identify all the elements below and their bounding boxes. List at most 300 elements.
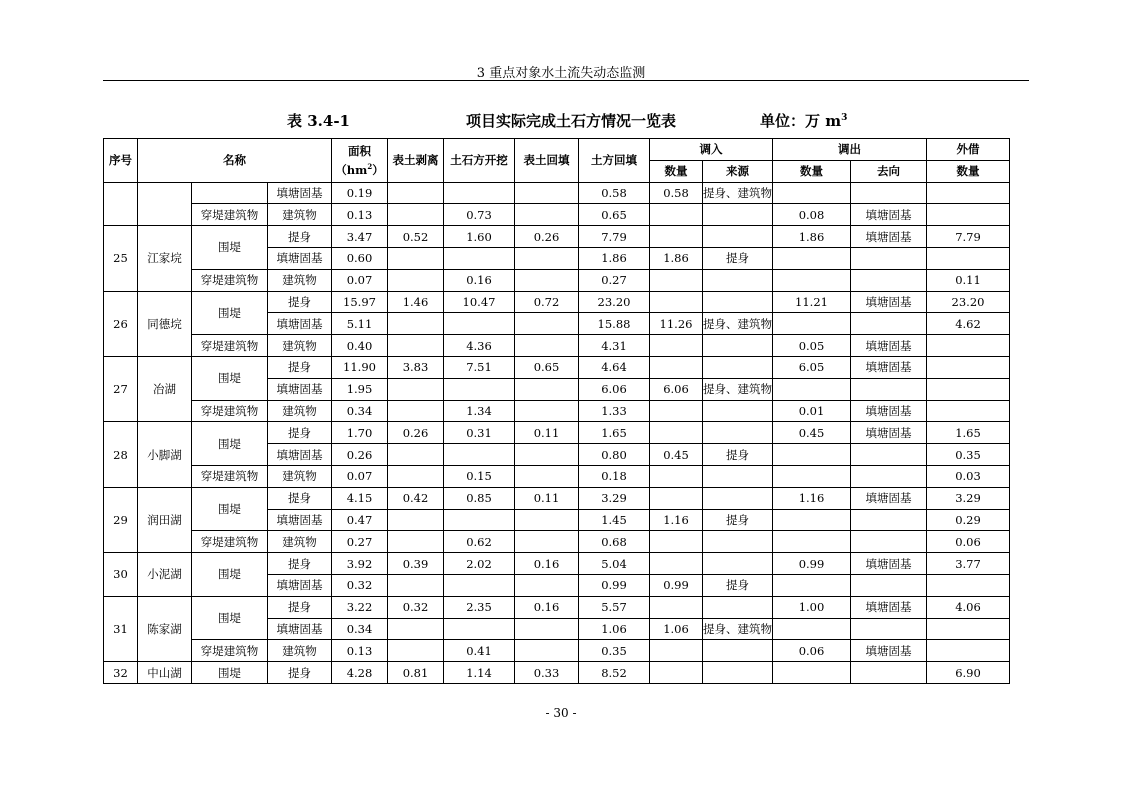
tback-cell: 0.11 (515, 422, 579, 444)
out-qty-cell (773, 531, 851, 553)
area-cell: 0.13 (332, 640, 388, 662)
part-cell: 建筑物 (268, 269, 332, 291)
name-cell: 润田湖 (138, 487, 192, 552)
header-area-label: 面积 (348, 143, 371, 158)
in-src-cell (703, 596, 773, 618)
tback-cell (515, 313, 579, 335)
in-src-cell: 提身 (703, 574, 773, 596)
area-unit-close: ） (372, 162, 384, 177)
borrow-cell: 0.03 (927, 465, 1010, 487)
area-cell: 1.95 (332, 378, 388, 400)
eback-cell: 0.80 (579, 444, 650, 466)
in-src-cell: 提身、建筑物 (703, 182, 773, 204)
area-cell: 0.19 (332, 182, 388, 204)
out-qty-cell (773, 574, 851, 596)
in-src-cell (703, 662, 773, 684)
area-cell: 0.07 (332, 465, 388, 487)
strip-cell (388, 335, 444, 357)
strip-cell (388, 531, 444, 553)
in-src-cell: 提身 (703, 509, 773, 531)
strip-cell (388, 378, 444, 400)
strip-cell (388, 182, 444, 204)
eback-cell: 4.64 (579, 356, 650, 378)
in-src-cell: 提身 (703, 247, 773, 269)
in-qty-cell (650, 291, 703, 313)
out-dest-cell: 填塘固基 (851, 291, 927, 313)
out-dest-cell: 填塘固基 (851, 553, 927, 575)
header-topsoil-backfill: 表土回填 (515, 139, 579, 183)
excav-cell: 7.51 (444, 356, 515, 378)
seq-cell: 31 (104, 596, 138, 661)
out-dest-cell (851, 574, 927, 596)
in-qty-cell: 0.58 (650, 182, 703, 204)
seq-cell: 32 (104, 662, 138, 684)
borrow-cell (927, 618, 1010, 640)
area-unit-open: （hm (335, 162, 368, 177)
sub-cell: 围堤 (192, 291, 268, 335)
part-cell: 建筑物 (268, 400, 332, 422)
out-dest-cell: 填塘固基 (851, 596, 927, 618)
excav-cell (444, 378, 515, 400)
eback-cell: 1.06 (579, 618, 650, 640)
eback-cell: 1.65 (579, 422, 650, 444)
sub-cell: 围堤 (192, 226, 268, 270)
eback-cell: 1.33 (579, 400, 650, 422)
strip-cell (388, 400, 444, 422)
excav-cell: 0.16 (444, 269, 515, 291)
excav-cell: 4.36 (444, 335, 515, 357)
in-qty-cell (650, 226, 703, 248)
excav-cell (444, 509, 515, 531)
name-cell: 陈家湖 (138, 596, 192, 661)
unit-text: 单位：万 m (760, 112, 842, 130)
excav-cell: 10.47 (444, 291, 515, 313)
running-header: 3 重点对象水土流失动态监测 (476, 66, 646, 81)
out-dest-cell: 填塘固基 (851, 400, 927, 422)
eback-cell: 6.06 (579, 378, 650, 400)
excav-cell (444, 313, 515, 335)
in-src-cell (703, 487, 773, 509)
strip-cell (388, 444, 444, 466)
in-qty-cell (650, 553, 703, 575)
out-qty-cell: 0.45 (773, 422, 851, 444)
in-qty-cell: 6.06 (650, 378, 703, 400)
area-cell: 0.32 (332, 574, 388, 596)
area-cell: 15.97 (332, 291, 388, 313)
table-title: 项目实际完成土石方情况一览表 (466, 112, 677, 130)
table-caption (0, 110, 1122, 132)
seq-cell: 30 (104, 553, 138, 597)
in-src-cell (703, 553, 773, 575)
strip-cell: 0.42 (388, 487, 444, 509)
area-cell: 5.11 (332, 313, 388, 335)
part-cell: 填塘固基 (268, 509, 332, 531)
in-qty-cell (650, 487, 703, 509)
name-cell: 冶湖 (138, 356, 192, 421)
borrow-cell: 0.35 (927, 444, 1010, 466)
sub-cell: 穿堤建筑物 (192, 400, 268, 422)
borrow-cell (927, 640, 1010, 662)
eback-cell: 0.99 (579, 574, 650, 596)
name-cell (138, 182, 192, 226)
area-cell: 0.34 (332, 400, 388, 422)
tback-cell (515, 618, 579, 640)
strip-cell (388, 204, 444, 226)
out-dest-cell: 填塘固基 (851, 356, 927, 378)
table-number: 表 3.4-1 (287, 112, 350, 130)
in-qty-cell (650, 356, 703, 378)
strip-cell: 3.83 (388, 356, 444, 378)
tback-cell: 0.72 (515, 291, 579, 313)
in-src-cell (703, 269, 773, 291)
excav-cell: 0.31 (444, 422, 515, 444)
header-transfer-in: 调入 (650, 139, 773, 161)
out-qty-cell (773, 509, 851, 531)
part-cell: 填塘固基 (268, 574, 332, 596)
out-qty-cell: 6.05 (773, 356, 851, 378)
name-cell: 小泥湖 (138, 553, 192, 597)
header-rule (103, 80, 1029, 81)
in-qty-cell (650, 422, 703, 444)
excav-cell (444, 618, 515, 640)
part-cell: 填塘固基 (268, 618, 332, 640)
borrow-cell (927, 182, 1010, 204)
seq-cell: 27 (104, 356, 138, 421)
tback-cell: 0.26 (515, 226, 579, 248)
out-dest-cell: 填塘固基 (851, 422, 927, 444)
borrow-cell (927, 378, 1010, 400)
area-cell: 3.92 (332, 553, 388, 575)
tback-cell (515, 378, 579, 400)
name-cell: 中山湖 (138, 662, 192, 684)
strip-cell: 0.52 (388, 226, 444, 248)
header-topsoil-strip: 表土剥离 (388, 139, 444, 183)
name-cell: 同德垸 (138, 291, 192, 356)
in-src-cell (703, 204, 773, 226)
sub-cell (192, 182, 268, 204)
sub-cell: 围堤 (192, 596, 268, 640)
out-qty-cell (773, 378, 851, 400)
header-transfer-out: 调出 (773, 139, 927, 161)
in-src-cell (703, 335, 773, 357)
excav-cell: 0.62 (444, 531, 515, 553)
borrow-cell (927, 574, 1010, 596)
tback-cell: 0.65 (515, 356, 579, 378)
part-cell: 建筑物 (268, 640, 332, 662)
area-cell: 1.70 (332, 422, 388, 444)
out-dest-cell (851, 465, 927, 487)
strip-cell (388, 247, 444, 269)
area-unit-sup: 2 (367, 161, 373, 171)
out-qty-cell: 1.00 (773, 596, 851, 618)
excav-cell (444, 444, 515, 466)
excav-cell: 0.85 (444, 487, 515, 509)
seq-cell: 25 (104, 226, 138, 291)
tback-cell (515, 574, 579, 596)
out-qty-cell: 1.86 (773, 226, 851, 248)
part-cell: 建筑物 (268, 335, 332, 357)
in-src-cell (703, 400, 773, 422)
area-cell: 3.47 (332, 226, 388, 248)
header-area-unit (335, 163, 383, 177)
sub-cell: 穿堤建筑物 (192, 269, 268, 291)
part-cell: 提身 (268, 487, 332, 509)
tback-cell (515, 204, 579, 226)
part-cell: 建筑物 (268, 465, 332, 487)
borrow-cell (927, 335, 1010, 357)
in-src-cell: 提身、建筑物 (703, 313, 773, 335)
tback-cell (515, 182, 579, 204)
name-cell: 江家垸 (138, 226, 192, 291)
out-qty-cell (773, 444, 851, 466)
part-cell: 提身 (268, 422, 332, 444)
strip-cell: 1.46 (388, 291, 444, 313)
out-qty-cell (773, 182, 851, 204)
tback-cell: 0.11 (515, 487, 579, 509)
in-qty-cell: 0.99 (650, 574, 703, 596)
tback-cell (515, 247, 579, 269)
strip-cell (388, 640, 444, 662)
eback-cell: 15.88 (579, 313, 650, 335)
part-cell: 提身 (268, 226, 332, 248)
in-qty-cell (650, 465, 703, 487)
borrow-cell (927, 204, 1010, 226)
tback-cell (515, 444, 579, 466)
table-unit (760, 110, 847, 131)
borrow-cell (927, 247, 1010, 269)
eback-cell: 1.86 (579, 247, 650, 269)
in-src-cell (703, 640, 773, 662)
excav-cell: 0.15 (444, 465, 515, 487)
header-in-qty: 数量 (650, 160, 703, 182)
out-dest-cell (851, 531, 927, 553)
part-cell: 填塘固基 (268, 182, 332, 204)
strip-cell (388, 618, 444, 640)
out-qty-cell (773, 465, 851, 487)
in-src-cell: 提身、建筑物 (703, 378, 773, 400)
part-cell: 填塘固基 (268, 247, 332, 269)
header-earth-backfill: 土方回填 (579, 139, 650, 183)
out-dest-cell (851, 247, 927, 269)
borrow-cell (927, 400, 1010, 422)
area-cell: 0.27 (332, 531, 388, 553)
in-qty-cell: 1.06 (650, 618, 703, 640)
strip-cell (388, 509, 444, 531)
eback-cell: 0.68 (579, 531, 650, 553)
borrow-cell: 0.06 (927, 531, 1010, 553)
in-qty-cell (650, 662, 703, 684)
tback-cell: 0.16 (515, 553, 579, 575)
out-dest-cell (851, 662, 927, 684)
tback-cell (515, 509, 579, 531)
borrow-cell: 4.06 (927, 596, 1010, 618)
strip-cell (388, 269, 444, 291)
tback-cell (515, 531, 579, 553)
in-src-cell (703, 291, 773, 313)
out-qty-cell: 0.05 (773, 335, 851, 357)
header-borrow-qty: 数量 (927, 160, 1010, 182)
name-cell: 小脚湖 (138, 422, 192, 487)
in-qty-cell (650, 204, 703, 226)
out-dest-cell: 填塘固基 (851, 204, 927, 226)
out-qty-cell (773, 662, 851, 684)
in-src-cell (703, 465, 773, 487)
in-qty-cell (650, 269, 703, 291)
excav-cell: 1.34 (444, 400, 515, 422)
earthwork-table (103, 138, 1010, 684)
sub-cell: 围堤 (192, 422, 268, 466)
sub-cell: 穿堤建筑物 (192, 640, 268, 662)
area-cell: 4.15 (332, 487, 388, 509)
excav-cell (444, 182, 515, 204)
sub-cell: 围堤 (192, 487, 268, 531)
eback-cell: 0.65 (579, 204, 650, 226)
excav-cell: 2.35 (444, 596, 515, 618)
out-dest-cell: 填塘固基 (851, 335, 927, 357)
eback-cell: 4.31 (579, 335, 650, 357)
area-cell: 0.60 (332, 247, 388, 269)
eback-cell: 23.20 (579, 291, 650, 313)
out-dest-cell (851, 313, 927, 335)
in-qty-cell: 1.86 (650, 247, 703, 269)
eback-cell: 1.45 (579, 509, 650, 531)
out-qty-cell (773, 313, 851, 335)
area-cell: 11.90 (332, 356, 388, 378)
seq-cell: 29 (104, 487, 138, 552)
eback-cell: 7.79 (579, 226, 650, 248)
borrow-cell: 3.29 (927, 487, 1010, 509)
header-seq: 序号 (104, 139, 138, 183)
part-cell: 提身 (268, 291, 332, 313)
in-qty-cell (650, 335, 703, 357)
sub-cell: 围堤 (192, 662, 268, 684)
out-dest-cell: 填塘固基 (851, 226, 927, 248)
seq-cell (104, 182, 138, 226)
strip-cell: 0.26 (388, 422, 444, 444)
part-cell: 建筑物 (268, 531, 332, 553)
out-qty-cell: 0.06 (773, 640, 851, 662)
part-cell: 提身 (268, 662, 332, 684)
sub-cell: 围堤 (192, 356, 268, 400)
excav-cell: 1.14 (444, 662, 515, 684)
excav-cell (444, 247, 515, 269)
in-src-cell (703, 531, 773, 553)
out-dest-cell (851, 509, 927, 531)
strip-cell: 0.39 (388, 553, 444, 575)
part-cell: 填塘固基 (268, 378, 332, 400)
out-dest-cell (851, 269, 927, 291)
eback-cell: 5.57 (579, 596, 650, 618)
out-qty-cell (773, 247, 851, 269)
header-out-qty: 数量 (773, 160, 851, 182)
in-src-cell (703, 226, 773, 248)
part-cell: 填塘固基 (268, 444, 332, 466)
borrow-cell: 23.20 (927, 291, 1010, 313)
out-qty-cell: 11.21 (773, 291, 851, 313)
strip-cell: 0.32 (388, 596, 444, 618)
eback-cell: 0.35 (579, 640, 650, 662)
out-qty-cell (773, 269, 851, 291)
sub-cell: 穿堤建筑物 (192, 335, 268, 357)
out-qty-cell: 0.99 (773, 553, 851, 575)
out-qty-cell: 0.08 (773, 204, 851, 226)
out-dest-cell (851, 182, 927, 204)
out-qty-cell (773, 618, 851, 640)
out-qty-cell: 1.16 (773, 487, 851, 509)
seq-cell: 28 (104, 422, 138, 487)
area-cell: 0.47 (332, 509, 388, 531)
excav-cell: 2.02 (444, 553, 515, 575)
area-cell: 3.22 (332, 596, 388, 618)
strip-cell (388, 465, 444, 487)
part-cell: 提身 (268, 596, 332, 618)
eback-cell: 8.52 (579, 662, 650, 684)
in-qty-cell (650, 531, 703, 553)
excav-cell: 0.73 (444, 204, 515, 226)
excav-cell: 0.41 (444, 640, 515, 662)
part-cell: 提身 (268, 553, 332, 575)
in-qty-cell: 11.26 (650, 313, 703, 335)
header-earth-excavation: 土石方开挖 (444, 139, 515, 183)
part-cell: 填塘固基 (268, 313, 332, 335)
strip-cell (388, 574, 444, 596)
in-qty-cell (650, 596, 703, 618)
excav-cell (444, 574, 515, 596)
strip-cell: 0.81 (388, 662, 444, 684)
sub-cell: 穿堤建筑物 (192, 465, 268, 487)
out-dest-cell: 填塘固基 (851, 640, 927, 662)
borrow-cell: 0.11 (927, 269, 1010, 291)
table-body (104, 182, 1010, 683)
area-cell: 0.40 (332, 335, 388, 357)
strip-cell (388, 313, 444, 335)
header-name: 名称 (138, 139, 332, 183)
header-in-source: 来源 (703, 160, 773, 182)
borrow-cell: 1.65 (927, 422, 1010, 444)
eback-cell: 0.58 (579, 182, 650, 204)
sub-cell: 围堤 (192, 553, 268, 597)
area-cell: 0.26 (332, 444, 388, 466)
tback-cell: 0.33 (515, 662, 579, 684)
excav-cell: 1.60 (444, 226, 515, 248)
header-out-destination: 去向 (851, 160, 927, 182)
out-qty-cell: 0.01 (773, 400, 851, 422)
tback-cell (515, 335, 579, 357)
in-qty-cell (650, 640, 703, 662)
eback-cell: 0.18 (579, 465, 650, 487)
out-dest-cell (851, 444, 927, 466)
eback-cell: 3.29 (579, 487, 650, 509)
unit-superscript: 3 (841, 113, 848, 123)
borrow-cell: 0.29 (927, 509, 1010, 531)
sub-cell: 穿堤建筑物 (192, 204, 268, 226)
part-cell: 建筑物 (268, 204, 332, 226)
in-src-cell: 提身、建筑物 (703, 618, 773, 640)
tback-cell (515, 640, 579, 662)
area-cell: 4.28 (332, 662, 388, 684)
part-cell: 提身 (268, 356, 332, 378)
header-area (332, 139, 388, 183)
area-cell: 0.07 (332, 269, 388, 291)
tback-cell (515, 400, 579, 422)
borrow-cell: 7.79 (927, 226, 1010, 248)
out-dest-cell (851, 378, 927, 400)
in-qty-cell (650, 400, 703, 422)
tback-cell: 0.16 (515, 596, 579, 618)
page-number: - 30 - (545, 706, 577, 720)
sub-cell: 穿堤建筑物 (192, 531, 268, 553)
borrow-cell: 6.90 (927, 662, 1010, 684)
